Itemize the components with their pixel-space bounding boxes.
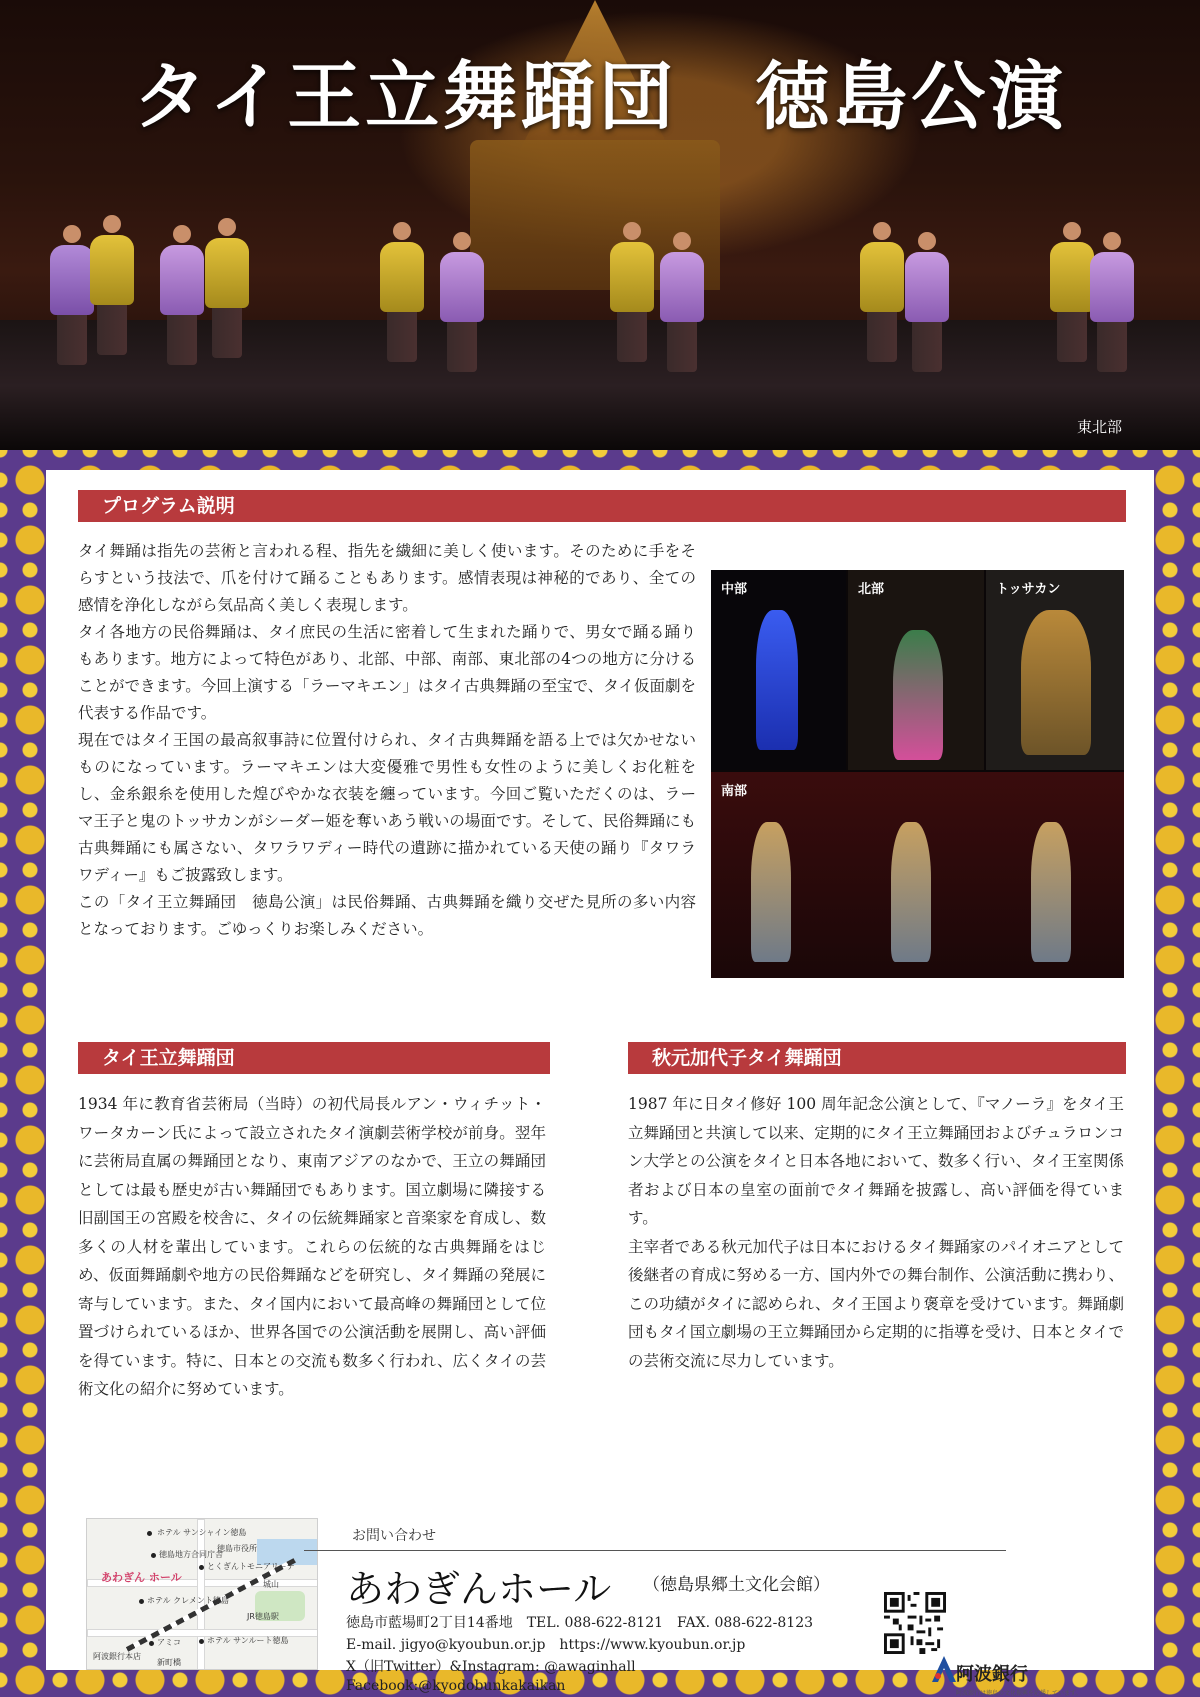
photo-label-tossakan: トッサカン — [996, 582, 1061, 597]
dancer-figure — [160, 225, 204, 365]
content-card — [46, 470, 1154, 1697]
map-label: ホテル クレメント徳島 — [147, 1596, 229, 1605]
map-label: アミコ — [157, 1638, 181, 1647]
social-line[interactable]: X（旧Twitter）&Instagram: @awaginhall — [346, 1659, 636, 1675]
royal-heading: タイ王立舞踊団 — [78, 1042, 550, 1074]
map-hall-marker: あわぎん ホール — [101, 1571, 182, 1584]
photo-label-south: 南部 — [721, 784, 748, 799]
dancer-figure — [905, 232, 949, 372]
dancer-figure — [1090, 232, 1134, 372]
dancer-figure — [380, 222, 424, 362]
dancer-figure — [1050, 222, 1094, 362]
dancer-figure — [50, 225, 94, 365]
photo-south — [711, 772, 1124, 978]
venue-subtitle: （徳島県郷土文化会館） — [643, 1575, 830, 1595]
program-paragraph: タイ各地方の民俗舞踊は、タイ庶民の生活に密着して生まれた踊りで、男女で踊る踊りもあります。地方によって特色があり、北部、中部、南部、東北部の4つの地方に分けることができます。今回上演する「ラーマキエン」はタイ古典舞踊の至宝で、タイ仮面劇を代表する作品です。 — [78, 623, 696, 722]
akimoto-paragraph: 主宰者である秋元加代子は日本におけるタイ舞踊家のパイオニアとして後継者の育成に努める一方、国内外での舞台制作、公演活動に携わり、この功績がタイに認められ、タイ王国より褒章を受けています。舞踊劇団もタイ国立劇場の王立舞踊団から定期的に指導を受け、日本とタイでの芸術交流に尽力しています。 — [628, 1237, 1125, 1370]
akimoto-text — [628, 1090, 1124, 1375]
address-line: 徳島市藍場町2丁目14番地 TEL. 088-622-8121 FAX. 088-622-8123 — [346, 1615, 814, 1631]
map-label: 徳島地方合同庁舎 — [159, 1550, 223, 1559]
program-paragraph: この「タイ王立舞踊団 徳島公演」は民俗舞踊、古典舞踊を織り交ぜた見所の多い内容となっております。ごゆっくりお楽しみください。 — [78, 893, 696, 938]
map-label: 徳島市役所 — [217, 1544, 257, 1553]
map-label: 阿波銀行本店 — [93, 1652, 141, 1661]
facebook-line[interactable]: Facebook:@kyodobunkakaikan — [346, 1678, 566, 1694]
photo-label-central: 中部 — [721, 582, 748, 597]
program-text — [78, 538, 696, 943]
photo-north — [848, 570, 984, 770]
page-title: タイ王立舞踊団 徳島公演 — [132, 54, 1068, 140]
dancer-figure — [660, 232, 704, 372]
photo-tossakan — [986, 570, 1124, 770]
program-paragraph: タイ舞踊は指先の芸術と言われる程、指先を繊細に美しく使います。そのために手をそらすという技法で、爪を付けて踊ることもあります。感情表現は神秘的であり、全ての感情を浄化しながら気品高く美しく表現します。 — [78, 542, 696, 614]
photo-collage — [711, 570, 1124, 978]
map-label: ホテル サンシャイン徳島 — [157, 1528, 247, 1537]
hero-photo — [0, 0, 1200, 452]
hero-caption: 東北部 — [1076, 418, 1122, 436]
dancer-figure — [440, 232, 484, 372]
photo-label-north: 北部 — [858, 582, 885, 597]
qr-code-icon[interactable] — [884, 1592, 946, 1654]
contact-divider — [304, 1550, 1006, 1551]
akimoto-paragraph: 1987 年に日タイ修好 100 周年記念公演として、『マノーラ』をタイ王立舞踊団と共演して以来、定期的にタイ王立舞踊団およびチュラロンコン大学との公演をタイと日本各地において、数多く行い、タイ王室関係者および日本の皇室の面前でタイ舞踊を披露し、高い評価を得ています。 — [628, 1095, 1124, 1227]
dancer-figure — [610, 222, 654, 362]
royal-paragraph: 1934 年に教育省芸術局（当時）の初代局長ルアン・ウィチット・ワータカーン氏によって設立されたタイ演劇芸術学校が前身。翌年に芸術局直属の舞踊団となり、東南アジアのなかで、王立の舞踊団としては最も歴史が古い舞踊団でもあります。国立劇場に隣接する旧副国王の宮殿を校舎に、タイの伝統舞踊家と音楽家を育成し、数多くの人材を輩出しています。これらの伝統的な古典舞踊をはじめ、仮面舞踊劇や地方の民俗舞踊などを研究し、タイ舞踊の発展に寄与しています。また、タイ国内において最高峰の舞踊団として位置づけられているほか、世界各国での公演活動を展開し、高い評価を得ています。特に、日本との交流も数多く行われ、広くタイの芸術文化の紹介に努めています。 — [78, 1095, 546, 1398]
program-heading: プログラム説明 — [78, 490, 1126, 522]
access-map — [86, 1518, 318, 1670]
map-label: JR徳島駅 — [247, 1612, 279, 1621]
map-label: ホテル サンルート徳島 — [207, 1636, 289, 1645]
royal-text — [78, 1090, 546, 1404]
venue-name: あわぎんホール — [346, 1567, 612, 1611]
akimoto-heading: 秋元加代子タイ舞踊団 — [628, 1042, 1126, 1074]
dancer-figure — [205, 218, 249, 358]
sponsor-note: 阿波銀行は徳島の文化振興を応援しています。 — [956, 1690, 1082, 1697]
map-label: とくぎんトモニアリーナ — [207, 1562, 295, 1571]
map-label: 新町橋 — [157, 1658, 181, 1667]
dancer-figure — [90, 215, 134, 355]
sponsor-name: 阿波銀行 — [956, 1664, 1028, 1685]
photo-central — [711, 570, 846, 770]
map-label: 城山 — [263, 1580, 279, 1589]
program-paragraph: 現在ではタイ王国の最高叙事詩に位置付けられ、タイ古典舞踊を語る上では欠かせないものになっています。ラーマキエンは大変優雅で男性も女性のように美しくお化粧をし、金糸銀糸を使用した煌びやかな衣装を纏っています。今回ご覧いただくのは、ラーマ王子と鬼のトッサカンがシーダー姫を奪いあう戦いの場面です。そして、民俗舞踊にも古典舞踊にも属さない、タワラワディー時代の遺跡に描かれている天使の踊り『タワラワディー』もご披露致します。 — [78, 731, 696, 884]
bank-logo-icon — [932, 1656, 956, 1682]
dancer-figure — [860, 222, 904, 362]
email-line[interactable]: E-mail. jigyo@kyoubun.or.jp https://www.kyoubun.or.jp — [346, 1637, 746, 1653]
contact-label: お問い合わせ — [352, 1528, 436, 1544]
